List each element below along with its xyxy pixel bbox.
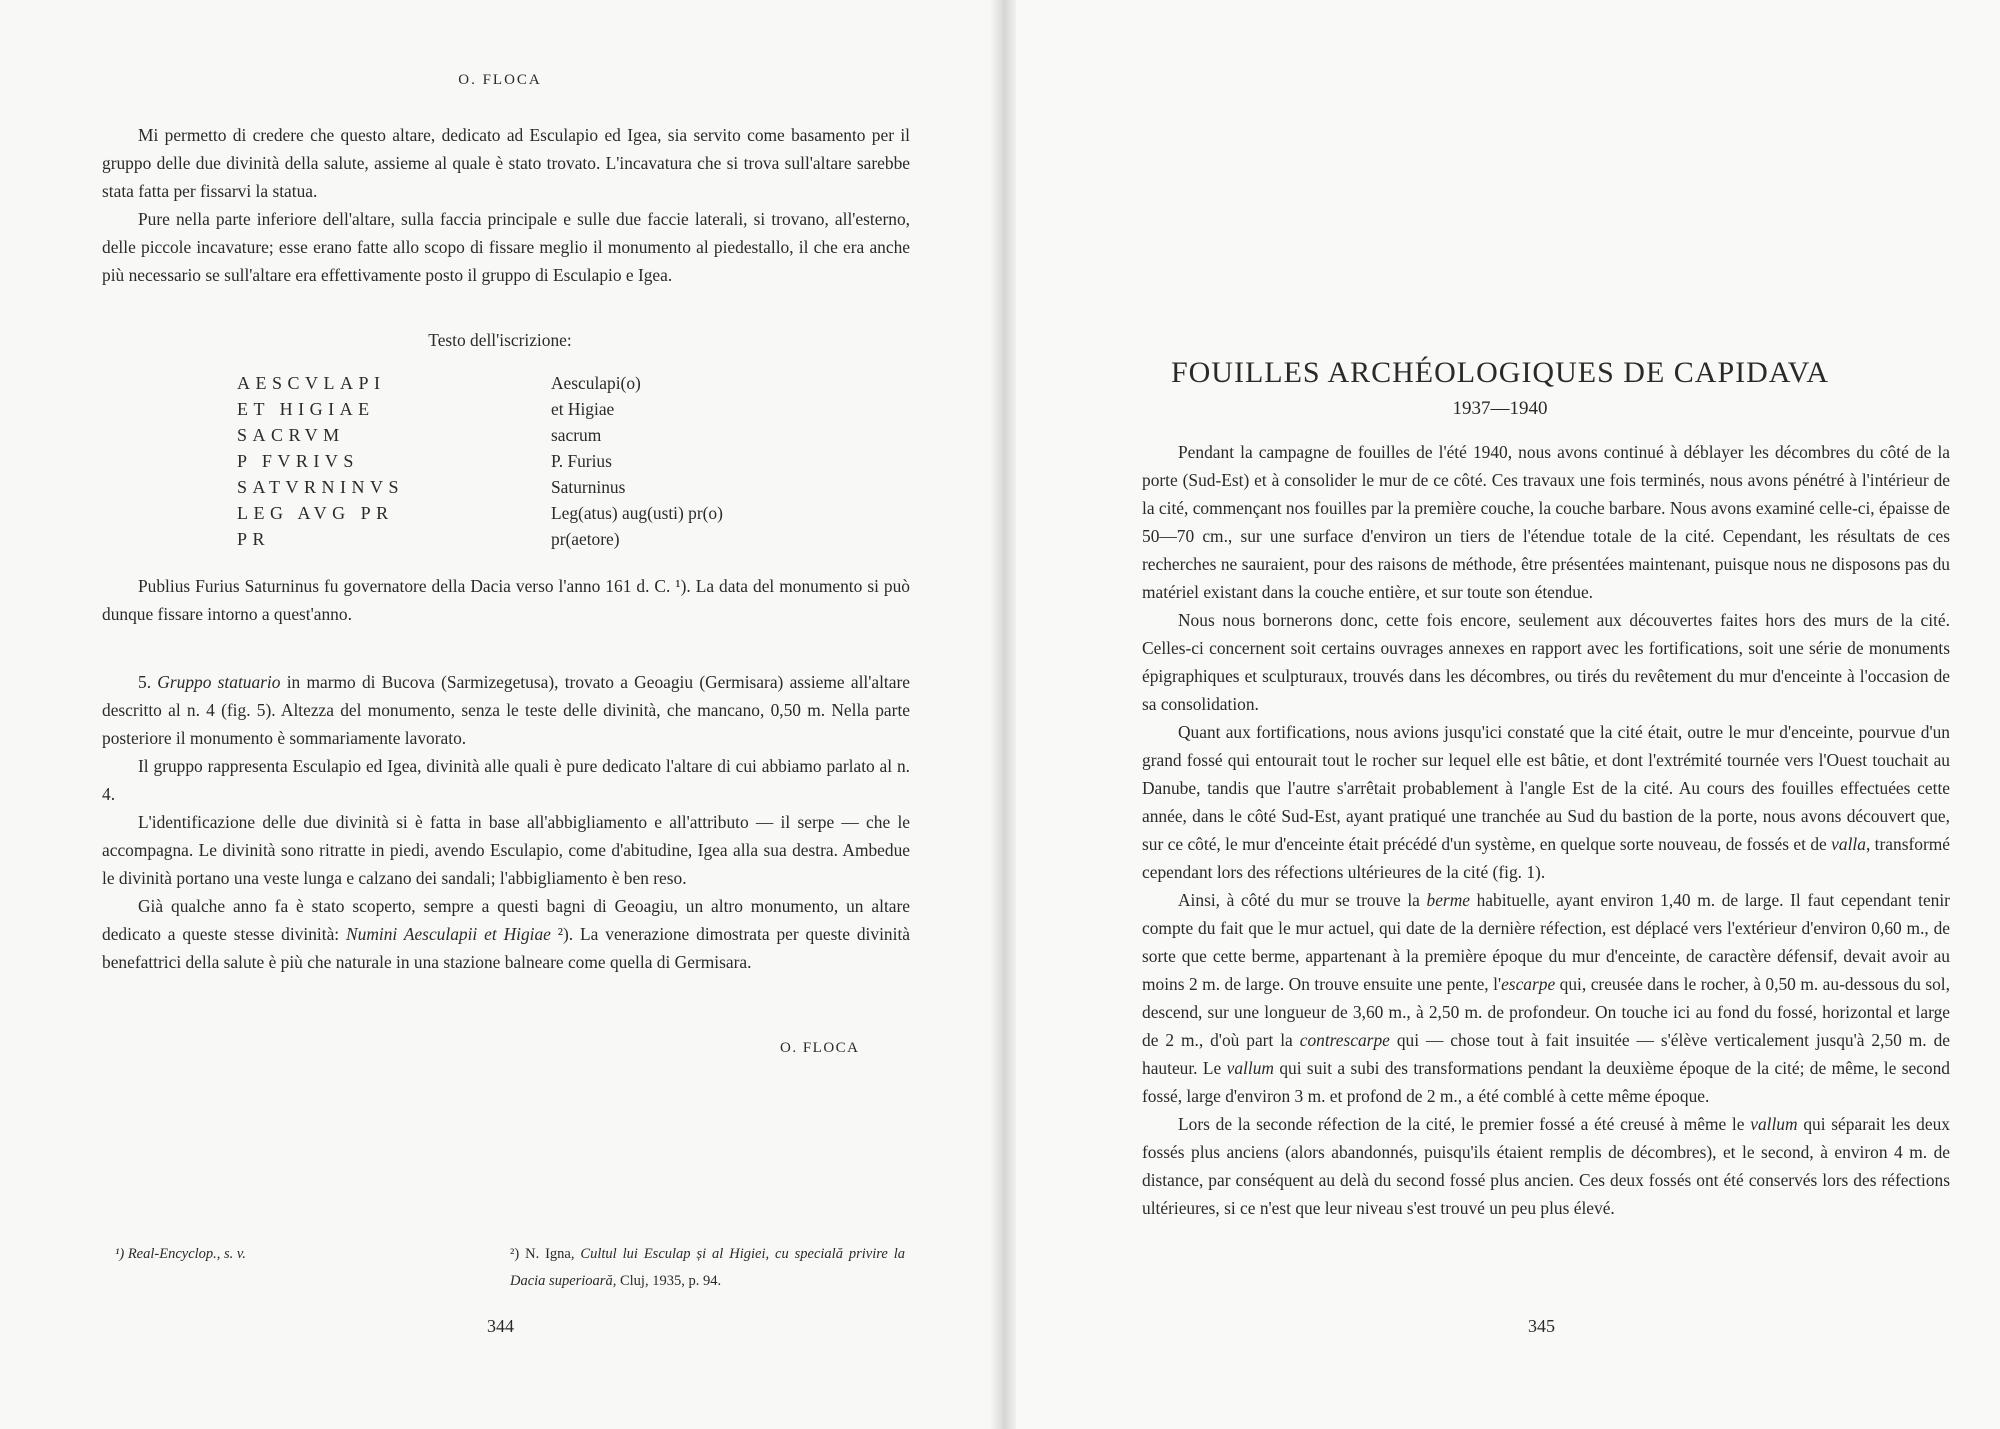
inscription-latin: AESCVLAPI — [237, 372, 386, 393]
right-body — [1142, 438, 1950, 1222]
text-run: qui séparait les deux fossés plus anciens (alors abandonnés, puisqu'ils étaient remplis de décombres), et le second, à environ 4 m. de distance, par conséquent au delà du second fossé plus ancien. Ces deux fossés ont été conservés lors des réfections ultérieures, si ce n'est que leur niveau s'est trouvé un peu plus élevé. — [1142, 1114, 1950, 1218]
text-run: qui, creusée dans le rocher, à 0,50 m. au-dessous du sol, descend, sur une longueur de 3,60 m., à 2,50 m. de profondeur. On touche ici au fond du fossé, horizontal et large de 2 m., d'où part la — [1142, 974, 1950, 1050]
inscription-latin: PR — [237, 528, 271, 549]
text-run: , transformé cependant lors des réfections ultérieures de la cité (fig. 1). — [1142, 834, 1950, 882]
item-number: 5. — [138, 672, 152, 692]
inscription-row — [237, 396, 723, 422]
text-run: qui — chose tout à fait insuitée — s'élève verticalement jusqu'à 2,50 m. de hauteur. Le — [1142, 1030, 1950, 1078]
italic-run: contrescarpe — [1299, 1030, 1390, 1050]
footnote-text: Real-Encyclop., s. v. — [127, 1246, 246, 1262]
inscription-reading: Leg(atus) aug(usti) pr(o) — [551, 502, 723, 523]
text-run: Già qualche anno fa è stato scoperto, sempre a questi bagni di Geoagiu, un altro monumento, un altare dedicato a queste stesse divinità: — [102, 896, 910, 944]
page-number-left: 344 — [487, 1316, 514, 1336]
paragraph — [1142, 718, 1950, 886]
inscription-reading: P. Furius — [551, 450, 612, 471]
italic-run: vallum — [1226, 1058, 1274, 1078]
inscription-row — [237, 526, 723, 552]
text-run: Lors de la seconde réfection de la cité, le premier fossé a été creusé à même le — [1178, 1114, 1745, 1134]
inscription-latin: ET HIGIAE — [237, 398, 375, 419]
paragraph — [1142, 1110, 1950, 1222]
italic-run: valla — [1831, 834, 1866, 854]
inscription-row — [237, 370, 723, 396]
left-body-bottom — [102, 572, 910, 976]
paragraph: L'identificazione delle due divinità si è fatta in base all'abbigliamento e all'attributo — il serpe — che le accompagna. Le divinità sono ritratte in piedi, avendo Esculapio, come d'abitudine, Igea alla sua destra. Ambedue le divinità portano una veste lunga e calzano dei sandali; l'abbigliamento è ben reso. — [102, 812, 910, 888]
inscription-row — [237, 474, 723, 500]
paragraph-item-5 — [102, 668, 910, 752]
paragraph: Pure nella parte inferiore dell'altare, sulla faccia principale e sulle due faccie laterali, si trovano, all'esterno, delle piccole incavature; esse erano fatte allo scopo di fissare meglio il monumento al piedestallo, il che era anche più necessario se sull'altare era effettivamente posto il gruppo di Esculapio e Igea. — [102, 209, 910, 285]
footnote-text: Cluj, 1935, p. 94. — [619, 1273, 722, 1289]
inscription-row — [237, 422, 723, 448]
text-run: qui suit a subi des transformations pendant la deuxième époque de la cité; de même, le second fossé, large d'environ 3 m. et profond de 2 m., a été comblé à cette même époque. — [1142, 1058, 1950, 1106]
paragraph: Mi permetto di credere che questo altare, dedicato ad Esculapio ed Igea, sia servito come basamento per il gruppo delle due divinità della salute, assieme al quale è stato trovato. L'incavatura che si trova sull'altare sarebbe stata fatta per fissarvi la statua. — [102, 125, 910, 201]
italic-run: Numini Aesculapii et Higiae — [346, 924, 551, 944]
paragraph — [1142, 886, 1950, 1110]
inscription-caption: Testo dell'iscrizione: — [428, 330, 572, 350]
article-years: 1937—1940 — [1452, 398, 1548, 419]
italic-run: vallum — [1750, 1114, 1798, 1134]
inscription-reading: et Higiae — [551, 398, 615, 419]
author-signature: O. FLOCA — [780, 1040, 860, 1056]
inscription-latin: LEG AVG PR — [237, 502, 394, 523]
inscription-row — [237, 448, 723, 474]
item-text: in marmo di Bucova (Sarmizegetusa), trovato a Geoagiu (Germisara) assieme all'altare descritto al n. 4 (fig. 5). Altezza del monumento, senza le teste delle divinità, che mancano, 0,50 m. Nella parte posteriore il monumento è sommariamente lavorato. — [102, 672, 910, 748]
inscription-latin: P FVRIVS — [237, 450, 359, 471]
text-run: ²). La venerazione dimostrata per queste divinità benefattrici della salute è più che naturale in una stazione balneare come quella di Germisara. — [102, 924, 910, 972]
footnote-1 — [115, 1241, 246, 1268]
italic-run: berme — [1426, 890, 1470, 910]
footnote-marker: ²) N. Igna, — [510, 1246, 575, 1262]
article-title: FOUILLES ARCHÉOLOGIQUES DE CAPIDAVA — [1170, 356, 1830, 389]
inscription-reading: pr(aetore) — [551, 528, 620, 549]
paragraph — [102, 892, 910, 976]
inscription-reading: sacrum — [551, 424, 602, 445]
book-gutter — [990, 0, 1016, 1429]
inscription-reading: Saturninus — [551, 476, 626, 497]
item-title: Gruppo statuario — [157, 672, 281, 692]
running-head: O. FLOCA — [458, 72, 542, 88]
paragraph: Publius Furius Saturninus fu governatore della Dacia verso l'anno 161 d. C. ¹). La data del monumento si può dunque fissare intorno a quest'anno. — [102, 576, 910, 624]
paragraph: Pendant la campagne de fouilles de l'été 1940, nous avons continué à déblayer les décombres du côté de la porte (Sud-Est) et à consolider le mur de ce côté. Ces travaux une fois terminés, nous avons pénétré à l'intérieur de la cité, commençant nos fouilles par la première couche, la couche barbare. Nous avons examiné celle-ci, épaisse de 50—70 cm., sur une surface d'environ un tiers de l'étendue totale de la cité. Cependant, les résultats de ces recherches ne sauraient, pour des raisons de méthode, être présentées maintenant, puisque nous ne disposons pas du matériel existant dans la couche entière, et sur toute son étendue. — [1142, 442, 1950, 602]
text-run: Ainsi, à côté du mur se trouve la — [1178, 890, 1420, 910]
inscription-table — [237, 370, 723, 552]
left-body-top — [102, 121, 910, 289]
paragraph: Il gruppo rappresenta Esculapio ed Igea, divinità alle quali è pure dedicato l'altare di cui abbiamo parlato al n. 4. — [102, 756, 910, 804]
italic-run: escarpe — [1501, 974, 1556, 994]
footnote-italic: Cultul lui Esculap și al Higiei, cu specială privire la Dacia superioară, — [510, 1246, 905, 1289]
text-run: habituelle, ayant environ 1,40 m. de large. Il faut cependant tenir compte du fait que le mur actuel, qui date de la dernière réfection, est déplacé vers l'extérieur d'environ 0,60 m., de sorte que cette berme, appartenant à la première époque du mur d'enceinte, de caractère défensif, devait avoir au moins 2 m. de large. On trouve ensuite une pente, l' — [1142, 890, 1950, 994]
inscription-latin: SATVRNINVS — [237, 476, 405, 497]
paragraph: Nous nous bornerons donc, cette fois encore, seulement aux découvertes faites hors des murs de la cité. Celles-ci concernent soit certains ouvrages annexes en rapport avec les fortifications, soit une série de monuments épigraphiques et sculpturaux, trouvés dans les décombres, ou tirés du revêtement du mur d'enceinte à l'occasion de sa consolidation. — [1142, 610, 1950, 714]
inscription-reading: Aesculapi(o) — [551, 372, 641, 393]
inscription-row — [237, 500, 723, 526]
footnote-2 — [510, 1241, 905, 1295]
inscription-latin: SACRVM — [237, 424, 345, 445]
footnote-marker: ¹) — [115, 1246, 125, 1262]
page-number-right: 345 — [1528, 1316, 1555, 1336]
text-run: Quant aux fortifications, nous avions jusqu'ici constaté que la cité était, outre le mur d'enceinte, pourvue d'un grand fossé qui entourait tout le rocher sur lequel elle est bâtie, et dont l'extrémité tournée vers l'Ouest touchait au Danube, tandis que l'autre s'arrêtait probablement à l'angle Est de la cité. Au cours des fouilles effectuées cette année, dans le côté Sud-Est, ayant pratiqué une tranchée au Sud du bastion de la porte, nous avons découvert que, sur ce côté, le mur d'enceinte était précédé d'un système, en quelque sorte nouveau, de fossés et de — [1142, 722, 1950, 854]
